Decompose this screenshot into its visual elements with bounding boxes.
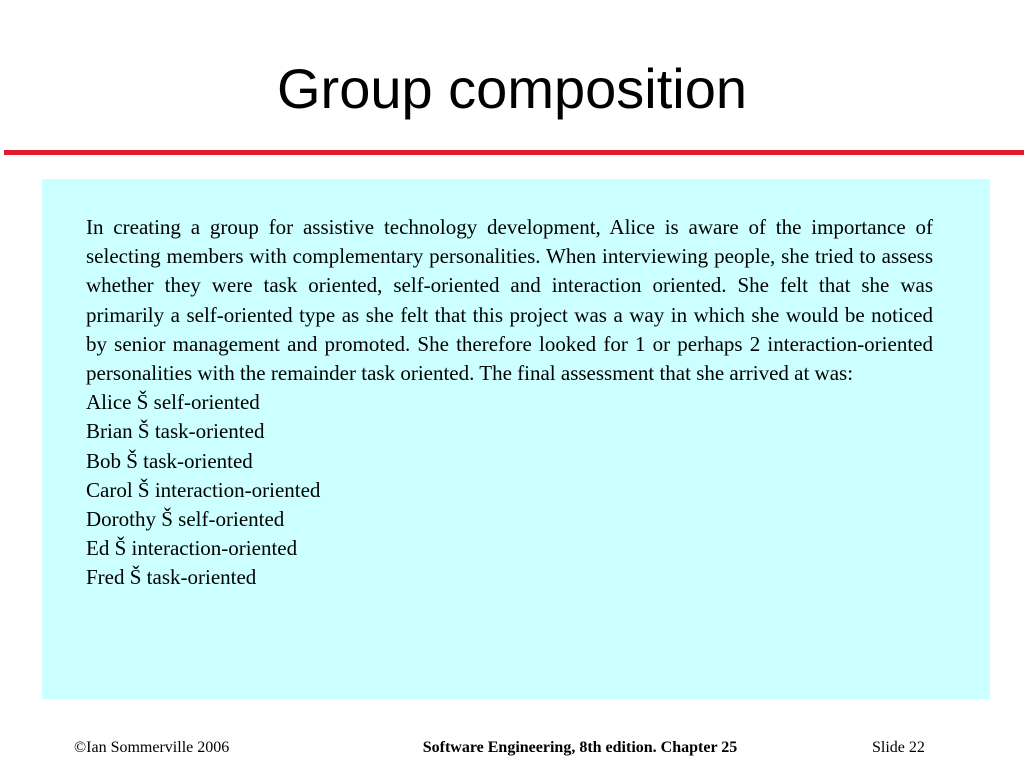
list-item: Brian Š task-oriented	[86, 419, 265, 444]
case-study-text	[86, 213, 933, 593]
list-item: Carol Š interaction-oriented	[86, 477, 321, 502]
list-item: Alice Š self-oriented	[86, 390, 260, 415]
list-item: Bob Š task-oriented	[86, 448, 253, 473]
slide-label: Slide	[872, 739, 905, 756]
list-item: Fred Š task-oriented	[86, 565, 257, 590]
footer-slide-number	[872, 738, 925, 758]
footer-copyright: ©Ian Sommerville 2006	[74, 739, 230, 756]
member-list	[86, 388, 933, 592]
slide-title: Group composition	[276, 57, 747, 120]
case-study-paragraph: In creating a group for assistive technology development, Alice is aware of the importance of selecting members with complementary personalities. When interviewing people, she tried to assess whether they were task oriented, self-oriented and interaction oriented. She felt that she was primarily a self-oriented type as she felt that this project was a way in which she would be noticed by senior management and promoted. She therefore looked for 1 or perhaps 2 interaction-oriented personalities with the remainder task oriented. The final assessment that she arrived at was:	[86, 215, 933, 386]
footer-book-title: Software Engineering, 8th edition. Chapter 25	[422, 739, 738, 756]
case-study-box	[42, 179, 990, 699]
slide-number: 22	[908, 739, 925, 756]
list-item: Ed Š interaction-oriented	[86, 536, 298, 561]
list-item: Dorothy Š self-oriented	[86, 507, 285, 532]
title-divider	[4, 150, 1024, 155]
